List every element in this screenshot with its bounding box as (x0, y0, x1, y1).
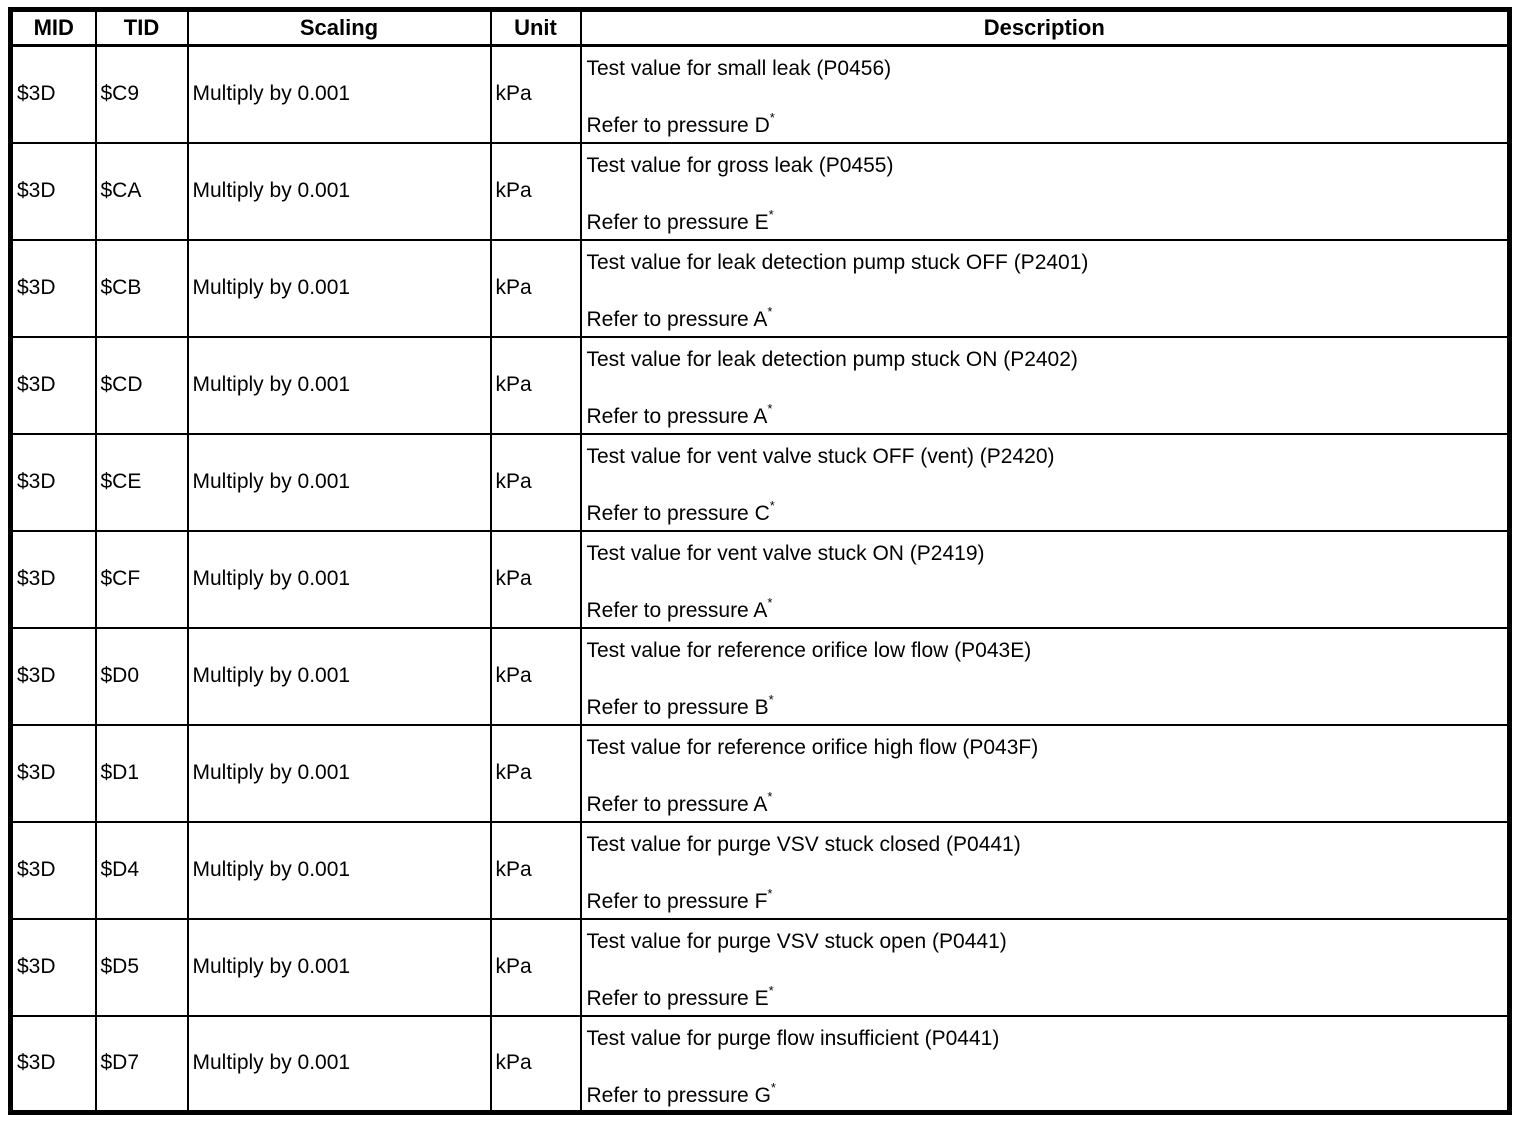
description-pressure-reference (586, 110, 1504, 139)
mid-cell: $3D (11, 531, 96, 628)
mid-cell: $3D (11, 919, 96, 1016)
pressure-reference-text: Refer to pressure E (586, 210, 769, 234)
mid-cell: $3D (11, 1016, 96, 1113)
pressure-reference-text: Refer to pressure A (586, 307, 768, 331)
tid-cell: $D4 (96, 822, 188, 919)
footnote-asterisk: * (768, 982, 774, 998)
description-cell (581, 919, 1510, 1016)
footnote-asterisk: * (767, 594, 773, 610)
table-body (11, 46, 1510, 1113)
mid-cell: $3D (11, 337, 96, 434)
mid-cell: $3D (11, 822, 96, 919)
table-row (11, 337, 1510, 434)
header-row (11, 10, 1510, 46)
description-cell (581, 143, 1510, 240)
description-test-value: Test value for purge VSV stuck open (P0441) (586, 929, 1007, 953)
description-cell (581, 822, 1510, 919)
tid-cell: $D7 (96, 1016, 188, 1113)
mid-cell: $3D (11, 434, 96, 531)
mid-cell: $3D (11, 46, 96, 143)
description-cell (581, 337, 1510, 434)
unit-cell: kPa (491, 822, 581, 919)
table-row (11, 1016, 1510, 1113)
unit-cell: kPa (491, 725, 581, 822)
description-cell (581, 46, 1510, 143)
unit-cell: kPa (491, 531, 581, 628)
scaling-cell: Multiply by 0.001 (188, 240, 491, 337)
tid-cell: $CE (96, 434, 188, 531)
mid-cell: $3D (11, 240, 96, 337)
footnote-asterisk: * (770, 1079, 776, 1095)
description-pressure-reference (586, 691, 1504, 721)
table-row (11, 822, 1510, 919)
scaling-cell: Multiply by 0.001 (188, 531, 491, 628)
footnote-asterisk: * (767, 400, 773, 416)
unit-cell: kPa (491, 46, 581, 143)
table-row (11, 46, 1510, 143)
tid-cell: $D0 (96, 628, 188, 725)
table-row (11, 434, 1510, 531)
description-pressure-reference (586, 400, 1504, 430)
table-row (11, 240, 1510, 337)
unit-cell: kPa (491, 337, 581, 434)
scaling-cell: Multiply by 0.001 (188, 628, 491, 725)
column-header-unit: Unit (491, 10, 581, 46)
description-pressure-reference (586, 303, 1504, 333)
scaling-cell: Multiply by 0.001 (188, 725, 491, 822)
description-test-value: Test value for small leak (P0456) (586, 57, 892, 80)
scaling-cell: Multiply by 0.001 (188, 919, 491, 1016)
table-row (11, 919, 1510, 1016)
pressure-reference-text: Refer to pressure B (586, 695, 769, 719)
table-row (11, 725, 1510, 822)
unit-cell: kPa (491, 1016, 581, 1113)
unit-cell: kPa (491, 919, 581, 1016)
description-cell (581, 628, 1510, 725)
pressure-reference-text: Refer to pressure C (586, 501, 770, 525)
tid-cell: $CF (96, 531, 188, 628)
description-pressure-reference (586, 594, 1504, 624)
footnote-asterisk: * (768, 206, 774, 222)
footnote-asterisk: * (767, 788, 773, 804)
description-test-value: Test value for purge VSV stuck closed (P0441) (586, 832, 1021, 856)
pressure-reference-text: Refer to pressure E (586, 986, 769, 1010)
column-header-mid: MID (11, 10, 96, 46)
description-cell (581, 1016, 1510, 1113)
column-header-description: Description (581, 10, 1510, 46)
description-test-value: Test value for gross leak (P0455) (586, 153, 894, 177)
description-cell (581, 531, 1510, 628)
scaling-cell: Multiply by 0.001 (188, 46, 491, 143)
mid-cell: $3D (11, 143, 96, 240)
scaling-cell: Multiply by 0.001 (188, 822, 491, 919)
scaling-cell: Multiply by 0.001 (188, 337, 491, 434)
description-pressure-reference (586, 206, 1504, 236)
description-test-value: Test value for purge flow insufficient (P0441) (586, 1026, 1000, 1050)
unit-cell: kPa (491, 434, 581, 531)
pressure-reference-text: Refer to pressure A (586, 792, 768, 816)
description-test-value: Test value for vent valve stuck ON (P2419) (586, 541, 985, 565)
column-header-scaling: Scaling (188, 10, 491, 46)
unit-cell: kPa (491, 628, 581, 725)
tid-cell: $C9 (96, 46, 188, 143)
description-test-value: Test value for leak detection pump stuck ON (P2402) (586, 347, 1078, 371)
description-cell (581, 725, 1510, 822)
description-pressure-reference (586, 885, 1504, 915)
pressure-reference-text: Refer to pressure G (586, 1083, 771, 1107)
tid-cell: $CA (96, 143, 188, 240)
tid-cell: $CB (96, 240, 188, 337)
footnote-asterisk: * (767, 885, 773, 901)
pressure-reference-text: Refer to pressure A (586, 598, 768, 622)
description-cell (581, 240, 1510, 337)
mid-cell: $3D (11, 628, 96, 725)
scaling-cell: Multiply by 0.001 (188, 1016, 491, 1113)
pressure-reference-text: Refer to pressure A (586, 404, 768, 428)
description-test-value: Test value for leak detection pump stuck OFF (P2401) (586, 250, 1089, 274)
tid-cell: $D1 (96, 725, 188, 822)
unit-cell: kPa (491, 240, 581, 337)
scaling-cell: Multiply by 0.001 (188, 143, 491, 240)
description-pressure-reference (586, 497, 1504, 527)
table-row (11, 628, 1510, 725)
table-row (11, 531, 1510, 628)
description-cell (581, 434, 1510, 531)
description-test-value: Test value for reference orifice low flow (P043E) (586, 638, 1032, 662)
pressure-reference-text: Refer to pressure F (586, 889, 768, 913)
description-pressure-reference (586, 788, 1504, 818)
footnote-asterisk: * (767, 303, 773, 319)
table-row (11, 143, 1510, 240)
description-pressure-reference (586, 982, 1504, 1012)
mid-cell: $3D (11, 725, 96, 822)
unit-cell: kPa (491, 143, 581, 240)
tid-cell: $D5 (96, 919, 188, 1016)
tid-cell: $CD (96, 337, 188, 434)
footnote-asterisk: * (768, 691, 774, 707)
footnote-asterisk: * (769, 497, 775, 513)
description-test-value: Test value for reference orifice high flow (P043F) (586, 735, 1039, 759)
description-test-value: Test value for vent valve stuck OFF (vent) (P2420) (586, 444, 1055, 468)
footnote-asterisk: * (769, 110, 775, 125)
column-header-tid: TID (96, 10, 188, 46)
pressure-reference-text: Refer to pressure D (586, 114, 770, 137)
scaling-cell: Multiply by 0.001 (188, 434, 491, 531)
description-pressure-reference (586, 1079, 1504, 1109)
mid-tid-table (8, 7, 1512, 1115)
